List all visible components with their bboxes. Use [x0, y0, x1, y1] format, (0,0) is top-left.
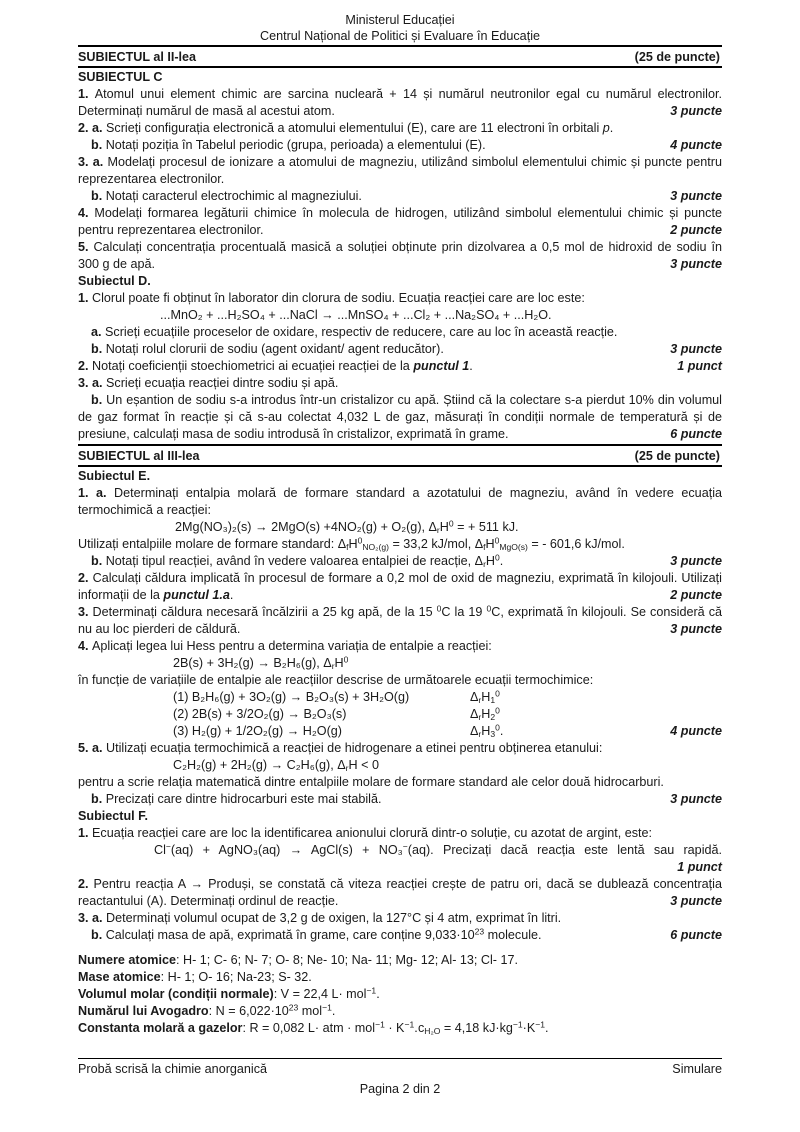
- text-segment: Constanta molară a gazelor: [78, 1021, 243, 1035]
- text-segment: −1: [535, 1019, 545, 1030]
- text-segment: 3: [490, 728, 496, 739]
- points-label: 4 puncte: [670, 724, 722, 738]
- text-segment: 1.: [78, 826, 93, 840]
- text-segment: (aq) + AgNO₃(aq) → AgCl(s) + NO₃: [170, 843, 403, 857]
- equation-line: [78, 689, 722, 706]
- section-title: SUBIECTUL al II-lea: [78, 49, 197, 64]
- text-segment: Scrieți ecuațiile proceselor de oxidare, respectiv de reducere, care au loc în această reacție.: [105, 325, 618, 339]
- text-segment: 1: [490, 694, 496, 705]
- document-line: [78, 621, 722, 638]
- text-segment: Determinați căldura necesară încălzirii a 25 kg apă, de la 15: [92, 605, 437, 619]
- text-segment: ·K: [522, 1021, 536, 1035]
- document-line: [78, 409, 722, 426]
- text-segment: Notați caracterul electrochimic al magneziului.: [105, 189, 362, 203]
- text-segment: punctul 1: [413, 359, 470, 373]
- text-segment: în funcție de variațiile de entalpie ale reacțiilor descrise de următoarele ecuații termochimice:: [78, 673, 594, 687]
- document-line: [78, 120, 722, 137]
- document-line: [78, 570, 722, 587]
- text-segment: Subiectul E.: [78, 469, 151, 483]
- points-label: 6 puncte: [670, 928, 722, 942]
- document-line: [78, 604, 722, 621]
- text-segment: 1.: [78, 291, 93, 305]
- subject-c-title: [78, 69, 722, 86]
- text-segment: (2) 2B(s) + 3/2O₂(g) → B₂O₃(s): [173, 707, 347, 721]
- text-segment: .: [414, 1021, 418, 1035]
- text-segment: (1) B₂H₆(g) + 3O₂(g) → B₂O₃(s) + 3H₂O(g): [173, 690, 410, 704]
- text-segment: b.: [91, 393, 107, 407]
- text-segment: mol: [298, 1004, 323, 1018]
- text-segment: r: [331, 660, 335, 671]
- equation-line: [78, 519, 722, 536]
- text-segment: Calculați masa de apă, exprimată în grame, care conține 9,033·10: [105, 928, 475, 942]
- text-segment: 0: [495, 552, 500, 563]
- text-segment: Ecuația reacției care are loc la identificarea anionului clorură dintr-o soluție, cu azotat de argint, este:: [92, 826, 653, 840]
- text-segment: r: [345, 762, 349, 773]
- section-points: (25 de puncte): [634, 448, 720, 463]
- text-segment: = + 511 kJ.: [453, 520, 519, 534]
- points-label: 1 punct: [677, 359, 722, 373]
- text-segment: b.: [91, 189, 106, 203]
- text-segment: r: [478, 694, 482, 705]
- text-segment: Calculați concentrația procentuală masică a soluției obținute prin dizolvarea a 0,5 mol de hidroxid de sodiu în: [93, 240, 722, 254]
- section-points: (25 de puncte): [634, 49, 720, 64]
- points-label: 3 puncte: [670, 104, 722, 118]
- text-segment: reprezentarea electronilor.: [78, 172, 225, 186]
- document-line: [78, 171, 722, 188]
- document-line: [78, 358, 722, 375]
- document-line: [78, 485, 722, 502]
- section-title: SUBIECTUL al III-lea: [78, 448, 200, 463]
- text-segment: : H- 1; O- 16; Na-23; S- 32.: [160, 970, 312, 984]
- text-segment: pentru reprezentarea electronilor.: [78, 223, 264, 237]
- text-segment: .: [469, 359, 473, 373]
- text-segment: Precizați care dintre hidrocarburi este mai stabilă.: [105, 792, 382, 806]
- document-line: [78, 103, 722, 120]
- text-segment: 2: [490, 711, 496, 722]
- text-segment: : H- 1; C- 6; N- 7; O- 8; Ne- 10; Na- 11; Mg- 12; Al- 13; Cl- 17.: [176, 953, 519, 967]
- text-segment: 2.: [78, 359, 93, 373]
- text-segment: = - 601,6 kJ/mol.: [527, 537, 625, 551]
- document-line: [78, 256, 722, 273]
- points-label: 1 punct: [677, 860, 722, 874]
- points-label: 3 puncte: [670, 554, 722, 568]
- text-segment: 1.: [78, 87, 95, 101]
- text-segment: 2Mg(NO₃)₂(s) → 2MgO(s) +4NO₂(g) + O₂(g), Δ: [175, 520, 437, 534]
- equation-line: [78, 655, 722, 672]
- text-segment: Atomul unui element chimic are sarcina nucleară + 14 și numărul neutronilor egal cu numărul electronilor.: [94, 87, 722, 101]
- text-segment: Modelați formarea legăturii chimice în molecula de hidrogen, utilizând simbolul elementului chimic și puncte: [94, 206, 722, 220]
- text-segment: 0: [448, 518, 454, 529]
- text-segment: .: [499, 554, 504, 568]
- text-segment: H: [485, 554, 496, 568]
- text-segment: Scrieți ecuația reacției dintre sodiu și apă.: [106, 376, 339, 390]
- ministry-header-line1: Ministerul Educației: [345, 13, 455, 27]
- text-segment: 0: [486, 603, 492, 614]
- text-segment: H₂O: [424, 1025, 441, 1036]
- text-segment: 5. a.: [78, 741, 107, 755]
- text-segment: termochimică a reacției:: [78, 503, 211, 517]
- text-segment: −1: [404, 1019, 415, 1030]
- text-segment: [470, 723, 503, 740]
- text-segment: b.: [91, 342, 106, 356]
- points-label: 4 puncte: [670, 138, 722, 152]
- text-segment: H: [481, 690, 491, 704]
- text-segment: = 33,2 kJ/mol, Δ: [388, 537, 484, 551]
- text-segment: r: [483, 558, 486, 569]
- text-segment: Notați poziția în Tabelul periodic (grupa, perioada) a elementului (E).: [105, 138, 486, 152]
- text-segment: 4.: [78, 639, 93, 653]
- points-label: 6 puncte: [670, 427, 722, 441]
- text-segment: · K: [384, 1021, 405, 1035]
- page-footer: [78, 1058, 722, 1098]
- text-segment: Notați tipul reacției, având în vedere valoarea entalpiei de reacție, Δ: [105, 554, 484, 568]
- document-line: [78, 791, 722, 808]
- text-segment: 0: [494, 535, 500, 546]
- text-segment: : N = 6,022·10: [208, 1004, 289, 1018]
- equation-line: [78, 842, 722, 859]
- text-segment: H: [439, 520, 449, 534]
- footer-session-label: Simulare: [672, 1062, 722, 1076]
- molar-volume: [78, 986, 722, 1003]
- text-segment: Calculați căldura implicată în procesul de formare a 0,2 mol de oxid de magneziu, exprimată în kilojouli. Utilizați: [92, 571, 722, 585]
- footer-page-number: Pagina 2 din 2: [359, 1082, 441, 1096]
- atomic-masses: [78, 969, 722, 986]
- text-segment: b.: [91, 138, 106, 152]
- text-segment: −1: [375, 1019, 385, 1030]
- text-segment: : R = 0,082 L· atm · mol: [242, 1021, 376, 1035]
- document-line: [78, 825, 722, 842]
- text-segment: Determinați entalpia molară de formare standard a azotatului de magneziu, având în vedere ecuația: [114, 486, 722, 500]
- text-segment: f: [346, 541, 349, 552]
- text-segment: 3. a.: [78, 911, 107, 925]
- text-segment: de gaz format în reacție și că s-au colectat 4,032 L de gaz, măsurați în condiții normale de temperatură și de: [78, 410, 722, 424]
- document-line: [78, 341, 722, 358]
- text-segment: 3. a.: [78, 155, 108, 169]
- document-line: [78, 638, 722, 655]
- equation-line: [78, 307, 722, 324]
- document-line: [78, 587, 722, 604]
- document-line: [78, 426, 722, 443]
- atomic-numbers: [78, 952, 722, 969]
- document-line: [78, 893, 722, 910]
- points-label: 3 puncte: [670, 257, 722, 271]
- document-line: [78, 876, 722, 893]
- text-segment: C, exprimată în kilojouli. Se consideră că: [491, 605, 722, 619]
- text-segment: (3) H₂(g) + 1/2O₂(g) → H₂O(g): [173, 724, 342, 738]
- points-label: 3 puncte: [670, 342, 722, 356]
- text-segment: 300 g de apă.: [78, 257, 156, 271]
- text-segment: 2.: [78, 571, 93, 585]
- text-segment: MgO(s): [499, 541, 528, 552]
- points-label: 3 puncte: [670, 622, 722, 636]
- points-label: 2 puncte: [670, 223, 722, 237]
- text-segment: −: [165, 841, 171, 852]
- text-segment: 3.: [78, 605, 93, 619]
- text-segment: 2B(s) + 3H₂(g) → B₂H₆(g), Δ: [173, 656, 332, 670]
- document-line: [78, 188, 722, 205]
- section-3-header: [78, 444, 722, 467]
- text-segment: Volumul molar (condiții normale): [78, 987, 274, 1001]
- points-label: 3 puncte: [670, 792, 722, 806]
- text-segment: c: [418, 1021, 425, 1035]
- text-segment: C la 19: [441, 605, 487, 619]
- text-segment: ...MnO₂ + ...H₂SO₄ + ...NaCl → ...MnSO₄ + ...Cl₂ + ...Na₂SO₄ + ...H₂O.: [160, 308, 552, 322]
- text-segment: b.: [91, 928, 106, 942]
- text-segment: Scrieți configurația electronică a atomului elementului (E), care are 11 electroni în orbitali: [106, 121, 603, 135]
- text-segment: Un eșantion de sodiu s-a introdus într-un cristalizor cu apă. Știind că la colectare s-a pierdut 10% din volumul: [106, 393, 722, 407]
- equation-line: [78, 706, 722, 723]
- document-line: [78, 375, 722, 392]
- text-segment: Cl: [154, 843, 166, 857]
- text-segment: presiune, calculați masa de sodiu introdusă în cristalizor, exprimată în grame.: [78, 427, 509, 441]
- text-segment: Notați rolul clorurii de sodiu (agent oxidant/ agent reducător).: [105, 342, 444, 356]
- text-segment: Δ: [470, 724, 479, 738]
- document-line: [78, 137, 722, 154]
- text-segment: 0: [357, 535, 363, 546]
- text-segment: .: [376, 987, 380, 1001]
- text-segment: 0: [343, 654, 349, 665]
- document-body: [78, 45, 722, 1037]
- ministry-header-line2: Centrul Național de Politici și Evaluare în Educație: [259, 29, 540, 43]
- text-segment: b.: [91, 554, 106, 568]
- text-segment: Determinați numărul de masă al acestui atom.: [78, 104, 335, 118]
- text-segment: Clorul poate fi obținut în laborator din clorura de sodiu. Ecuația reacției care are loc este:: [92, 291, 585, 305]
- text-segment: 2. a.: [78, 121, 107, 135]
- equation-line: [78, 723, 722, 740]
- text-segment: Modelați procesul de ionizare a atomului de magneziu, utilizând simbolul elementului chimic și puncte pentru: [107, 155, 723, 169]
- text-segment: 5.: [78, 240, 94, 254]
- text-segment: 0: [436, 603, 442, 614]
- document-line: [78, 927, 722, 944]
- text-segment: 23: [288, 1002, 299, 1013]
- footer-row: [78, 1059, 722, 1078]
- text-segment: Subiectul F.: [78, 809, 148, 823]
- text-segment: −1: [512, 1019, 523, 1030]
- avogadro-number: [78, 1003, 722, 1020]
- text-segment: H: [485, 537, 495, 551]
- footer-exam-name: Probă scrisă la chimie anorganică: [78, 1062, 267, 1076]
- text-segment: Aplicați legea lui Hess pentru a determina variația de entalpie a reacției:: [92, 639, 492, 653]
- document-line: [78, 740, 722, 757]
- text-segment: 0: [495, 688, 500, 699]
- text-segment: b.: [91, 792, 106, 806]
- text-segment: 3. a.: [78, 376, 107, 390]
- text-segment: (aq). Precizați dacă reacția este lentă sau rapidă.: [407, 843, 722, 857]
- subject-d-title: [78, 273, 722, 290]
- text-segment: 4.: [78, 206, 95, 220]
- document-line: [78, 553, 722, 570]
- document-line: [78, 392, 722, 409]
- text-segment: 0: [495, 705, 500, 716]
- text-segment: −1: [322, 1002, 332, 1013]
- text-segment: [418, 1020, 548, 1037]
- document-line: [78, 502, 722, 519]
- text-segment: 1. a.: [78, 486, 115, 500]
- subject-e-title: [78, 468, 722, 485]
- text-segment: .: [499, 724, 504, 738]
- document-line: [78, 324, 722, 341]
- equation-line: [78, 757, 722, 774]
- text-segment: .: [544, 1021, 549, 1035]
- text-segment: Subiectul D.: [78, 274, 151, 288]
- points-label: 3 puncte: [670, 189, 722, 203]
- text-segment: C₂H₂(g) + 2H₂(g) → C₂H₆(g), Δ: [173, 758, 346, 772]
- text-segment: Mase atomice: [78, 970, 161, 984]
- document-line: [78, 205, 722, 222]
- text-segment: nu au loc pierderi de căldură.: [78, 622, 241, 636]
- text-segment: [470, 706, 500, 723]
- text-segment: 0: [495, 722, 500, 733]
- text-segment: .: [229, 588, 234, 602]
- document-line: [78, 672, 722, 689]
- document-line: [78, 774, 722, 791]
- document-line: [78, 290, 722, 307]
- text-segment: Δ: [470, 707, 479, 721]
- text-segment: Utilizați entalpiile molare de formare standard: Δ: [78, 537, 347, 551]
- document-content: [78, 12, 722, 1037]
- gas-constant: [78, 1020, 722, 1037]
- subject-f-title: [78, 808, 722, 825]
- text-segment: Utilizați ecuația termochimică a reacției de hidrogenare a etinei pentru obținerea etanului:: [106, 741, 603, 755]
- text-segment: −: [402, 841, 408, 852]
- text-segment: : V = 22,4 L· mol: [273, 987, 367, 1001]
- text-segment: Numere atomice: [78, 953, 176, 967]
- text-segment: H: [481, 724, 491, 738]
- section-2-header: [78, 45, 722, 68]
- text-segment: reactantului (A). Determinați ordinul de reacție.: [78, 894, 339, 908]
- text-segment: punctul 1.a: [163, 588, 230, 602]
- document-line: [78, 154, 722, 171]
- text-segment: r: [436, 524, 440, 535]
- text-segment: .: [609, 121, 614, 135]
- text-segment: Numărul lui Avogadro: [78, 1004, 209, 1018]
- text-segment: NO₂(g): [362, 541, 389, 552]
- text-segment: 2.: [78, 877, 94, 891]
- points-label: 3 puncte: [670, 894, 722, 908]
- text-segment: Determinați volumul ocupat de 3,2 g de oxigen, la 127°C și 4 atm, exprimat în litri.: [106, 911, 562, 925]
- text-segment: SUBIECTUL C: [78, 70, 163, 84]
- text-segment: = 4,18 kJ·kg: [440, 1021, 513, 1035]
- document-line: [78, 222, 722, 239]
- text-segment: H: [334, 656, 344, 670]
- document-line: [78, 859, 722, 876]
- text-segment: Δ: [470, 690, 479, 704]
- text-segment: a.: [91, 325, 106, 339]
- text-segment: p: [602, 121, 610, 135]
- document-line: [78, 910, 722, 927]
- document-line: [78, 239, 722, 256]
- text-segment: pentru a scrie relația matematică dintre entalpiile molare de formare standard ale celor două hidrocarburi.: [78, 775, 664, 789]
- text-segment: Notați coeficienții stoechiometrici ai ecuației reacției de la: [92, 359, 414, 373]
- document-line: [78, 536, 722, 553]
- text-segment: Pentru reacția A → Produși, se constată că viteza reacției crește de patru ori, dacă se dublează concentrația: [93, 877, 722, 891]
- points-label: 2 puncte: [670, 588, 722, 602]
- text-segment: H: [481, 707, 491, 721]
- text-segment: r: [478, 711, 482, 722]
- text-segment: H: [348, 537, 358, 551]
- text-segment: r: [478, 728, 482, 739]
- text-segment: H < 0: [348, 758, 379, 772]
- text-segment: .: [331, 1004, 336, 1018]
- text-segment: informații de la: [78, 588, 164, 602]
- document-line: [78, 86, 722, 103]
- text-segment: −1: [366, 985, 377, 996]
- document-line: [78, 944, 722, 952]
- text-segment: f: [483, 541, 486, 552]
- text-segment: 23: [474, 926, 485, 937]
- text-segment: [470, 689, 500, 706]
- text-segment: molecule.: [484, 928, 542, 942]
